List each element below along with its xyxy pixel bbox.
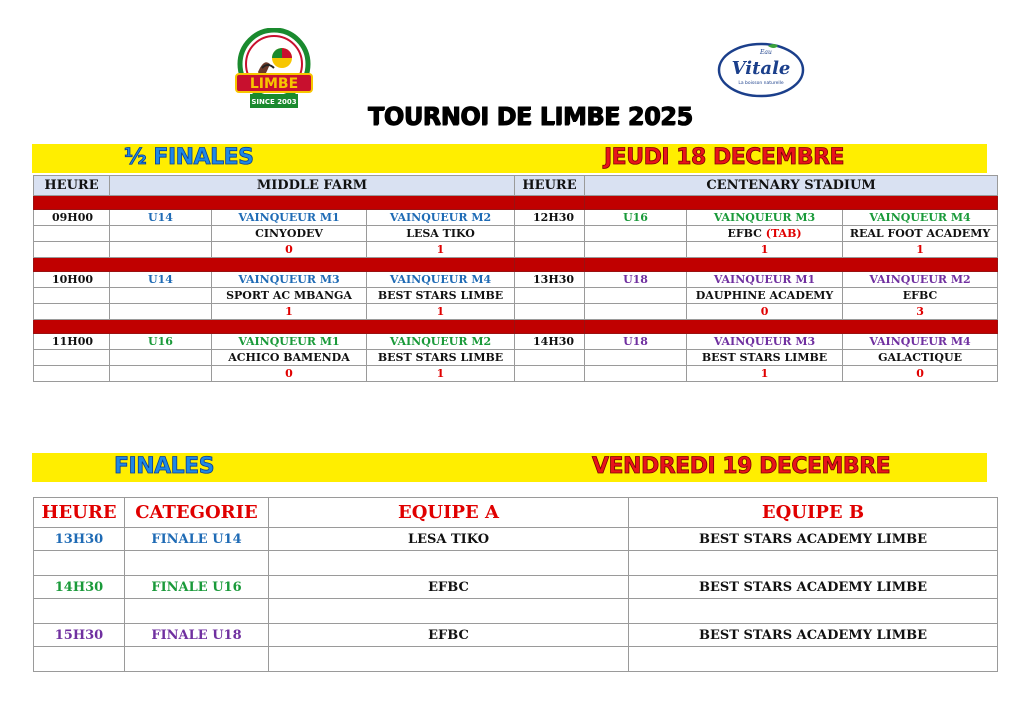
score-b: 1 [367, 366, 515, 382]
final-spacer-row [34, 599, 998, 624]
team-a: EFBC [727, 227, 762, 240]
score-a: 0 [212, 242, 367, 258]
match-slot-b: VAINQUEUR M4 [367, 272, 515, 288]
logo-since-text: SINCE 2003 [251, 98, 297, 106]
separator-row [34, 258, 998, 272]
match-category: U16 [585, 210, 687, 226]
finals-table [33, 497, 998, 672]
final-category: FINALE U14 [125, 528, 269, 551]
team-b: GALACTIQUE [843, 350, 998, 366]
score-b: 1 [843, 242, 998, 258]
score-a: 1 [687, 366, 843, 382]
separator-row [34, 196, 998, 210]
team-a-note: (TAB) [765, 227, 802, 240]
match-slot-row [34, 334, 998, 350]
finals-col-heure: HEURE [34, 498, 125, 528]
match-slot-a: VAINQUEUR M3 [687, 210, 843, 226]
separator-row [34, 320, 998, 334]
finals-label: FINALES [114, 454, 215, 479]
match-category: U18 [585, 272, 687, 288]
match-slot-a: VAINQUEUR M1 [212, 334, 367, 350]
final-time: 13H30 [34, 528, 125, 551]
semifinals-date: JEUDI 18 DECEMBRE [604, 145, 845, 170]
match-time: 12H30 [515, 210, 585, 226]
score-b: 1 [367, 304, 515, 320]
match-category: U18 [585, 334, 687, 350]
match-score-row [34, 366, 998, 382]
score-a: 0 [212, 366, 367, 382]
match-slot-b: VAINQUEUR M4 [843, 334, 998, 350]
team-a: CINYODEV [212, 226, 367, 242]
final-team-b: BEST STARS ACADEMY LIMBE [629, 576, 998, 599]
finals-header-row [34, 498, 998, 528]
match-slot-row [34, 272, 998, 288]
score-a: 1 [212, 304, 367, 320]
page-title: TOURNOI DE LIMBE 2025 [367, 101, 693, 131]
final-team-a: EFBC [269, 624, 629, 647]
match-slot-b: VAINQUEUR M2 [367, 210, 515, 226]
team-b: BEST STARS LIMBE [367, 288, 515, 304]
col-heure-right: HEURE [515, 176, 585, 196]
team-a-cell [687, 226, 843, 242]
match-category: U16 [110, 334, 212, 350]
match-slot-a: VAINQUEUR M1 [687, 272, 843, 288]
match-slot-b: VAINQUEUR M4 [843, 210, 998, 226]
final-team-b: BEST STARS ACADEMY LIMBE [629, 528, 998, 551]
final-category: FINALE U18 [125, 624, 269, 647]
semifinals-header-row [34, 176, 998, 196]
finals-banner [32, 453, 987, 482]
team-a: ACHICO BAMENDA [212, 350, 367, 366]
match-slot-a: VAINQUEUR M3 [212, 272, 367, 288]
match-category: U14 [110, 210, 212, 226]
finals-col-equipe-a: EQUIPE A [269, 498, 629, 528]
match-time: 09H00 [34, 210, 110, 226]
team-a: DAUPHINE ACADEMY [687, 288, 843, 304]
final-team-b: BEST STARS ACADEMY LIMBE [629, 624, 998, 647]
team-b: EFBC [843, 288, 998, 304]
final-team-a: EFBC [269, 576, 629, 599]
score-b: 1 [367, 242, 515, 258]
match-time: 10H00 [34, 272, 110, 288]
logo-brand-text: Vitale [731, 58, 791, 79]
score-b: 0 [843, 366, 998, 382]
score-a: 1 [687, 242, 843, 258]
venue-left: MIDDLE FARM [110, 176, 515, 196]
match-score-row [34, 242, 998, 258]
finals-col-categorie: CATEGORIE [125, 498, 269, 528]
team-b: LESA TIKO [367, 226, 515, 242]
team-a: SPORT AC MBANGA [212, 288, 367, 304]
match-score-row [34, 304, 998, 320]
final-row [34, 576, 998, 599]
finals-col-equipe-b: EQUIPE B [629, 498, 998, 528]
match-slot-a: VAINQUEUR M1 [212, 210, 367, 226]
venue-right: CENTENARY STADIUM [585, 176, 998, 196]
logo-tagline-text: La boisson naturelle [738, 81, 784, 86]
match-time: 13H30 [515, 272, 585, 288]
match-teams-row [34, 226, 998, 242]
final-time: 15H30 [34, 624, 125, 647]
final-row [34, 624, 998, 647]
logo-name-text: LIMBE [249, 76, 299, 92]
eau-vitale-logo [716, 40, 806, 98]
match-time: 14H30 [515, 334, 585, 350]
semifinals-label: ½ FINALES [124, 145, 254, 170]
match-time: 11H00 [34, 334, 110, 350]
match-teams-row [34, 288, 998, 304]
score-a: 0 [687, 304, 843, 320]
team-b: REAL FOOT ACADEMY [843, 226, 998, 242]
logo-prefix-text: Eau [760, 49, 772, 56]
final-row [34, 528, 998, 551]
match-slot-a: VAINQUEUR M3 [687, 334, 843, 350]
score-b: 3 [843, 304, 998, 320]
final-time: 14H30 [34, 576, 125, 599]
finals-date: VENDREDI 19 DECEMBRE [592, 454, 891, 479]
team-b: BEST STARS LIMBE [367, 350, 515, 366]
final-spacer-row [34, 551, 998, 576]
final-category: FINALE U16 [125, 576, 269, 599]
match-slot-b: VAINQUEUR M2 [367, 334, 515, 350]
col-heure-left: HEURE [34, 176, 110, 196]
team-a: BEST STARS LIMBE [687, 350, 843, 366]
match-teams-row [34, 350, 998, 366]
match-slot-b: VAINQUEUR M2 [843, 272, 998, 288]
semifinals-table [33, 175, 998, 382]
final-spacer-row [34, 647, 998, 672]
semifinals-banner [32, 144, 987, 173]
final-team-a: LESA TIKO [269, 528, 629, 551]
match-slot-row [34, 210, 998, 226]
match-category: U14 [110, 272, 212, 288]
